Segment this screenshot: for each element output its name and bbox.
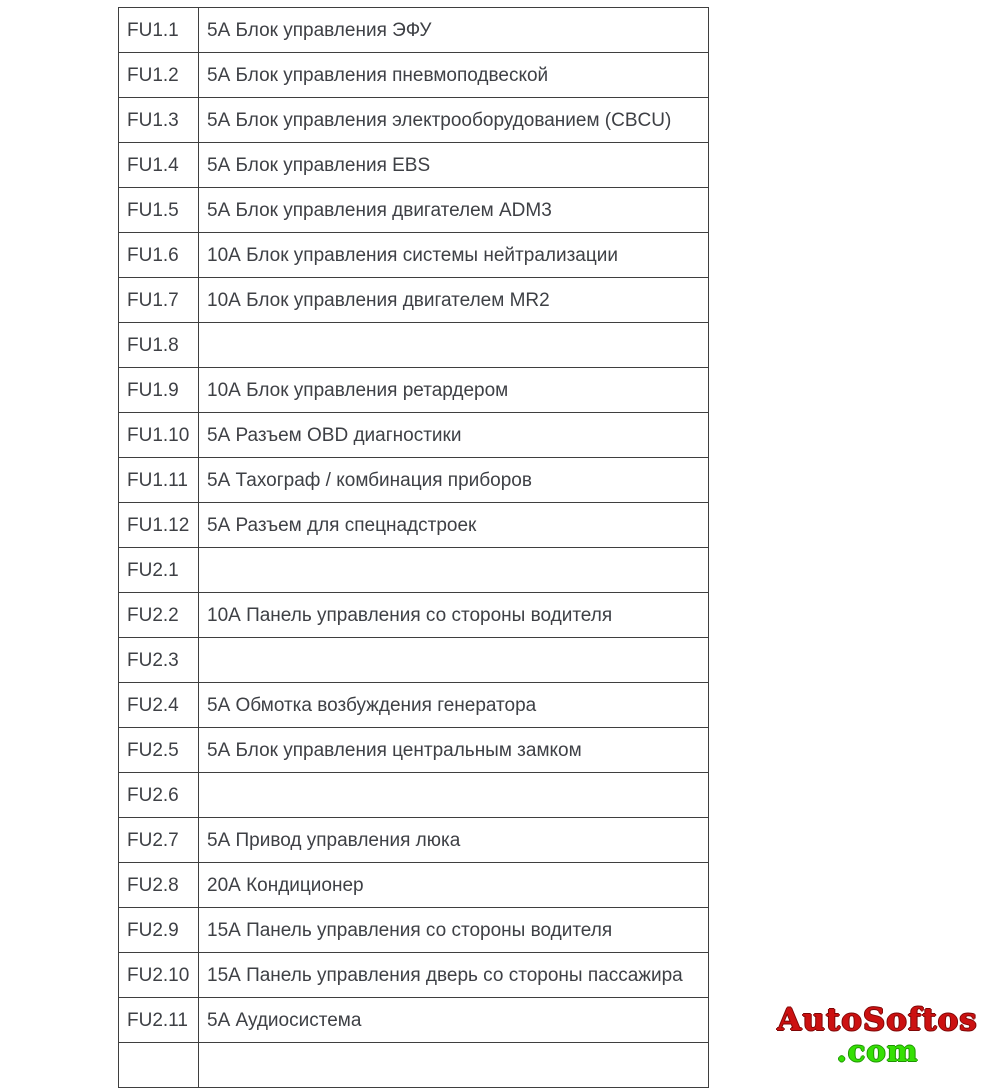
- watermark-brand-text: AutoSoftos: [777, 1002, 978, 1038]
- fuse-desc-cell: [199, 638, 709, 683]
- table-row: [119, 638, 709, 683]
- fuse-id-cell: FU2.8: [119, 863, 199, 908]
- table-row: [119, 413, 709, 458]
- fuse-desc-cell: 5А Разъем для спецнадстроек: [199, 503, 709, 548]
- fuse-desc-cell: [199, 1043, 709, 1088]
- fuse-id-cell: FU1.8: [119, 323, 199, 368]
- fuse-desc-cell: 10А Панель управления со стороны водителя: [199, 593, 709, 638]
- fuse-assignment-table: [118, 7, 709, 1088]
- table-row: [119, 998, 709, 1043]
- fuse-id-cell: FU1.12: [119, 503, 199, 548]
- fuse-id-cell: FU2.11: [119, 998, 199, 1043]
- fuse-id-cell: FU1.9: [119, 368, 199, 413]
- table-row: [119, 53, 709, 98]
- fuse-desc-cell: 5А Блок управления электрооборудованием (CBCU): [199, 98, 709, 143]
- table-row: [119, 773, 709, 818]
- autosoftos-watermark: [775, 1004, 980, 1066]
- fuse-id-cell: FU2.2: [119, 593, 199, 638]
- table-row: [119, 683, 709, 728]
- fuse-id-cell: [119, 1043, 199, 1088]
- fuse-desc-cell: 5А Блок управления ЭФУ: [199, 8, 709, 53]
- fuse-desc-cell: 10А Блок управления двигателем MR2: [199, 278, 709, 323]
- table-row: [119, 323, 709, 368]
- table-row: [119, 728, 709, 773]
- fuse-id-cell: FU2.10: [119, 953, 199, 998]
- fuse-id-cell: FU1.4: [119, 143, 199, 188]
- fuse-id-cell: FU1.6: [119, 233, 199, 278]
- table-row: [119, 548, 709, 593]
- fuse-id-cell: FU1.1: [119, 8, 199, 53]
- fuse-id-cell: FU2.4: [119, 683, 199, 728]
- fuse-desc-cell: 5А Аудиосистема: [199, 998, 709, 1043]
- fuse-id-cell: FU1.11: [119, 458, 199, 503]
- fuse-id-cell: FU2.1: [119, 548, 199, 593]
- fuse-id-cell: FU2.6: [119, 773, 199, 818]
- table-row: [119, 818, 709, 863]
- table-row: [119, 908, 709, 953]
- table-row: [119, 863, 709, 908]
- fuse-desc-cell: 10А Блок управления системы нейтрализации: [199, 233, 709, 278]
- table-row: [119, 458, 709, 503]
- fuse-desc-cell: 5А Блок управления EBS: [199, 143, 709, 188]
- fuse-desc-cell: 5А Разъем OBD диагностики: [199, 413, 709, 458]
- fuse-desc-cell: [199, 323, 709, 368]
- fuse-desc-cell: 5А Блок управления центральным замком: [199, 728, 709, 773]
- table-row: [119, 8, 709, 53]
- table-row: [119, 503, 709, 548]
- fuse-desc-cell: 20А Кондиционер: [199, 863, 709, 908]
- fuse-id-cell: FU1.10: [119, 413, 199, 458]
- fuse-id-cell: FU1.7: [119, 278, 199, 323]
- table-row: [119, 278, 709, 323]
- fuse-table-body: [119, 8, 709, 1088]
- fuse-id-cell: FU2.5: [119, 728, 199, 773]
- table-row: [119, 368, 709, 413]
- table-row: [119, 98, 709, 143]
- fuse-desc-cell: 5А Блок управления двигателем ADM3: [199, 188, 709, 233]
- fuse-desc-cell: [199, 548, 709, 593]
- fuse-desc-cell: 5А Тахограф / комбинация приборов: [199, 458, 709, 503]
- fuse-desc-cell: 15А Панель управления дверь со стороны пассажира: [199, 953, 709, 998]
- fuse-id-cell: FU2.7: [119, 818, 199, 863]
- table-row: [119, 188, 709, 233]
- fuse-desc-cell: 5А Блок управления пневмоподвеской: [199, 53, 709, 98]
- watermark-domain-text: .com: [836, 1033, 919, 1068]
- table-row: [119, 233, 709, 278]
- fuse-id-cell: FU1.3: [119, 98, 199, 143]
- table-row: [119, 1043, 709, 1088]
- fuse-desc-cell: 10А Блок управления ретардером: [199, 368, 709, 413]
- fuse-id-cell: FU2.9: [119, 908, 199, 953]
- fuse-desc-cell: 15А Панель управления со стороны водителя: [199, 908, 709, 953]
- table-row: [119, 953, 709, 998]
- fuse-desc-cell: [199, 773, 709, 818]
- fuse-id-cell: FU1.2: [119, 53, 199, 98]
- fuse-id-cell: FU2.3: [119, 638, 199, 683]
- fuse-desc-cell: 5А Обмотка возбуждения генератора: [199, 683, 709, 728]
- fuse-desc-cell: 5А Привод управления люка: [199, 818, 709, 863]
- fuse-id-cell: FU1.5: [119, 188, 199, 233]
- table-row: [119, 143, 709, 188]
- table-row: [119, 593, 709, 638]
